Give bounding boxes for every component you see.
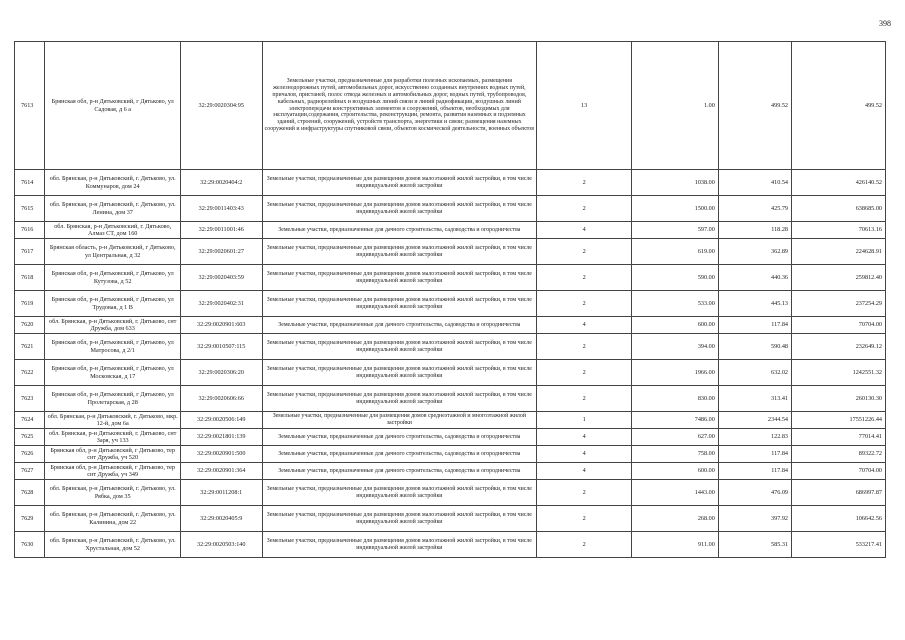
area-value: 7486.00 xyxy=(632,412,719,429)
category-code: 2 xyxy=(537,334,632,360)
cadastral-number: 32:29:0011001:46 xyxy=(180,222,262,239)
rate-value: 397.92 xyxy=(718,506,791,532)
cadastral-number: 32:29:0020404:2 xyxy=(180,170,262,196)
cadastral-value: 106642.56 xyxy=(792,506,886,532)
land-purpose: Земельные участки, предназначенные для размещения домов малоэтажной жилой застройки, в том числе индивидуальной жилой застройки xyxy=(262,386,536,412)
cadastral-value: 237254.29 xyxy=(792,291,886,317)
land-purpose: Земельные участки, предназначенные для размещения домов малоэтажной жилой застройки, в том числе индивидуальной жилой застройки xyxy=(262,360,536,386)
land-purpose: Земельные участки, предназначенные для дачного строительства, садоводства и огородничества xyxy=(262,429,536,446)
area-value: 758.00 xyxy=(632,446,719,463)
rate-value: 585.31 xyxy=(718,532,791,558)
rate-value: 499.52 xyxy=(718,42,791,170)
table-row xyxy=(15,386,886,412)
rate-value: 313.41 xyxy=(718,386,791,412)
area-value: 597.00 xyxy=(632,222,719,239)
cadastral-value: 70704.00 xyxy=(792,317,886,334)
cadastral-number: 32:29:0020601:27 xyxy=(180,239,262,265)
area-value: 394.00 xyxy=(632,334,719,360)
table-row xyxy=(15,334,886,360)
category-code: 2 xyxy=(537,360,632,386)
cadastral-number: 32:29:0020402:31 xyxy=(180,291,262,317)
cadastral-number: 32:29:0020606:66 xyxy=(180,386,262,412)
address-cell: обл. Брянская, р-н Дятьковский, г. Дятьково, снт Дружба, дом 633 xyxy=(45,317,180,334)
cadastral-number: 32:29:0020503:140 xyxy=(180,532,262,558)
address-cell: Брянская обл, р-н Дятьковский, г Дятьково, тер снт Дружба, уч 520 xyxy=(45,446,180,463)
area-value: 830.00 xyxy=(632,386,719,412)
address-cell: Брянская обл, р-н Дятьковский, г Дятьково, ул Трудовая, д 1 В xyxy=(45,291,180,317)
cadastral-value: 638685.00 xyxy=(792,196,886,222)
rate-value: 410.54 xyxy=(718,170,791,196)
row-number: 7615 xyxy=(15,196,45,222)
land-purpose: Земельные участки, предназначенные для дачного строительства, садоводства и огородничества xyxy=(262,446,536,463)
land-purpose: Земельные участки, предназначенные для размещения домов малоэтажной жилой застройки, в том числе индивидуальной жилой застройки xyxy=(262,480,536,506)
land-purpose: Земельные участки, предназначенные для размещения домов малоэтажной жилой застройки, в том числе индивидуальной жилой застройки xyxy=(262,170,536,196)
address-cell: обл. Брянская, р-н Дятьковский, г. Дятьково, ул. Ленина, дом 37 xyxy=(45,196,180,222)
category-code: 4 xyxy=(537,429,632,446)
cadastral-number: 32:29:0020506:149 xyxy=(180,412,262,429)
cadastral-number: 32:29:0020403:59 xyxy=(180,265,262,291)
row-number: 7622 xyxy=(15,360,45,386)
row-number: 7614 xyxy=(15,170,45,196)
land-purpose: Земельные участки, предназначенные для размещения домов малоэтажной жилой застройки, в том числе индивидуальной жилой застройки xyxy=(262,291,536,317)
cadastral-value: 17551226.44 xyxy=(792,412,886,429)
row-number: 7623 xyxy=(15,386,45,412)
address-cell: Брянская обл, р-н Дятьковский, г Дятьково, ул Матросова, д 2/1 xyxy=(45,334,180,360)
category-code: 2 xyxy=(537,386,632,412)
cadastral-number: 32:29:0021801:139 xyxy=(180,429,262,446)
category-code: 2 xyxy=(537,506,632,532)
area-value: 911.00 xyxy=(632,532,719,558)
land-purpose: Земельные участки, предназначенные для размещения домов малоэтажной жилой застройки, в том числе индивидуальной жилой застройки xyxy=(262,265,536,291)
category-code: 4 xyxy=(537,446,632,463)
rate-value: 122.83 xyxy=(718,429,791,446)
rate-value: 2344.54 xyxy=(718,412,791,429)
category-code: 2 xyxy=(537,532,632,558)
cadastral-value: 499.52 xyxy=(792,42,886,170)
table-row xyxy=(15,291,886,317)
table-row xyxy=(15,532,886,558)
land-purpose: Земельные участки, предназначенные для дачного строительства, садоводства и огородничества xyxy=(262,463,536,480)
rate-value: 118.28 xyxy=(718,222,791,239)
table-row xyxy=(15,506,886,532)
land-purpose: Земельные участки, предназначенные для размещения домов малоэтажной жилой застройки, в том числе индивидуальной жилой застройки xyxy=(262,532,536,558)
rate-value: 632.02 xyxy=(718,360,791,386)
category-code: 2 xyxy=(537,480,632,506)
category-code: 2 xyxy=(537,196,632,222)
area-value: 627.00 xyxy=(632,429,719,446)
area-value: 1500.00 xyxy=(632,196,719,222)
land-purpose: Земельные участки, предназначенные для размещения домов среднеэтажной и многоэтажной жилой застройки xyxy=(262,412,536,429)
address-cell: Брянская обл, р-н Дятьковский, г Дятьково, ул Московская, д 17 xyxy=(45,360,180,386)
row-number: 7626 xyxy=(15,446,45,463)
row-number: 7616 xyxy=(15,222,45,239)
category-code: 1 xyxy=(537,412,632,429)
row-number: 7624 xyxy=(15,412,45,429)
row-number: 7617 xyxy=(15,239,45,265)
category-code: 4 xyxy=(537,317,632,334)
rate-value: 445.13 xyxy=(718,291,791,317)
address-cell: Брянская обл, р-н Дятьковский, г Дятьково, ул Пролетарская, д 28 xyxy=(45,386,180,412)
table-row xyxy=(15,480,886,506)
address-cell: обл. Брянская, р-н Дятьковский, г. Дятьково, ул. Рябка, дом 35 xyxy=(45,480,180,506)
cadastral-value: 259812.40 xyxy=(792,265,886,291)
cadastral-value: 232649.12 xyxy=(792,334,886,360)
cadastral-value: 533217.41 xyxy=(792,532,886,558)
table-body xyxy=(15,42,886,558)
category-code: 13 xyxy=(537,42,632,170)
rate-value: 362.89 xyxy=(718,239,791,265)
cadastral-value: 224628.91 xyxy=(792,239,886,265)
cadastral-number: 32:29:0020901:364 xyxy=(180,463,262,480)
table-row xyxy=(15,196,886,222)
table-row xyxy=(15,446,886,463)
rate-value: 117.84 xyxy=(718,317,791,334)
cadastral-value: 686997.87 xyxy=(792,480,886,506)
area-value: 268.00 xyxy=(632,506,719,532)
area-value: 1038.00 xyxy=(632,170,719,196)
row-number: 7629 xyxy=(15,506,45,532)
cadastral-number: 32:29:0011403:43 xyxy=(180,196,262,222)
category-code: 2 xyxy=(537,170,632,196)
category-code: 2 xyxy=(537,265,632,291)
category-code: 2 xyxy=(537,291,632,317)
table-row xyxy=(15,239,886,265)
row-number: 7630 xyxy=(15,532,45,558)
address-cell: обл. Брянская, р-н Дятьковский, г. Дятьково, ул. Калинина, дом 22 xyxy=(45,506,180,532)
address-cell: обл. Брянская, р-н Дятьковский, г. Дятьково, снт Заря, уч 133 xyxy=(45,429,180,446)
page-number: 398 xyxy=(879,19,891,28)
area-value: 1966.00 xyxy=(632,360,719,386)
category-code: 2 xyxy=(537,239,632,265)
cadastral-value: 77014.41 xyxy=(792,429,886,446)
cadastral-number: 32:29:0010507:115 xyxy=(180,334,262,360)
row-number: 7621 xyxy=(15,334,45,360)
land-purpose: Земельные участки, предназначенные для размещения домов малоэтажной жилой застройки, в том числе индивидуальной жилой застройки xyxy=(262,334,536,360)
table-row xyxy=(15,463,886,480)
address-cell: обл. Брянская, р-н Дятьковский, г. Дятьково, мкр. 12-й, дом 6а xyxy=(45,412,180,429)
rate-value: 425.79 xyxy=(718,196,791,222)
category-code: 4 xyxy=(537,222,632,239)
table-row xyxy=(15,317,886,334)
area-value: 619.00 xyxy=(632,239,719,265)
row-number: 7619 xyxy=(15,291,45,317)
address-cell: обл. Брянская, р-н Дятьковский, г. Дятьково, ул. Коммунаров, дом 24 xyxy=(45,170,180,196)
land-purpose: Земельные участки, предназначенные для разработки полезных ископаемых, размещения железнодорожных путей, автомобильных дорог, искусственно созданных внутренних водных путей, причалов, пристаней, полос отвода железных и автомобильных дорог, водных путей, трубопроводов, кабельных, радиорелейных и воздушных линий связи и линий радиофикации, воздушных линий электропередачи конструктивных элементов и сооружений, объектов, необходимых для эксплуатации,содержания, строительства, реконструкции, ремонта, развития наземных и подземных зданий, строений, сооружений, устройств транспорта, энергетики и связи; размещения наземных сооружений и инфраструктуры спутниковой связи, объектов космической деятельности, военных объектов xyxy=(262,42,536,170)
land-registry-table xyxy=(14,41,886,558)
table-row xyxy=(15,170,886,196)
rate-value: 117.84 xyxy=(718,446,791,463)
address-cell: Брянская обл, р-н Дятьковский, г Дятьково, тер снт Дружба, уч 349 xyxy=(45,463,180,480)
row-number: 7627 xyxy=(15,463,45,480)
table-row xyxy=(15,265,886,291)
cadastral-number: 32:29:0011208:1 xyxy=(180,480,262,506)
rate-value: 440.36 xyxy=(718,265,791,291)
cadastral-number: 32:29:0020304:95 xyxy=(180,42,262,170)
row-number: 7618 xyxy=(15,265,45,291)
cadastral-number: 32:29:0020405:9 xyxy=(180,506,262,532)
land-purpose: Земельные участки, предназначенные для дачного строительства, садоводства и огородничества xyxy=(262,222,536,239)
land-purpose: Земельные участки, предназначенные для размещения домов малоэтажной жилой застройки, в том числе индивидуальной жилой застройки xyxy=(262,506,536,532)
table-row xyxy=(15,222,886,239)
row-number: 7625 xyxy=(15,429,45,446)
cadastral-value: 70613.16 xyxy=(792,222,886,239)
table-row xyxy=(15,412,886,429)
rate-value: 590.48 xyxy=(718,334,791,360)
row-number: 7628 xyxy=(15,480,45,506)
land-purpose: Земельные участки, предназначенные для размещения домов малоэтажной жилой застройки, в том числе индивидуальной жилой застройки xyxy=(262,239,536,265)
cadastral-number: 32:29:0020901:500 xyxy=(180,446,262,463)
area-value: 1443.00 xyxy=(632,480,719,506)
cadastral-value: 70704.00 xyxy=(792,463,886,480)
address-cell: Брянская обл, р-н Дятьковский, г Дятьково, ул Кутузова, д 52 xyxy=(45,265,180,291)
address-cell: Брянская обл, р-н Дятьковский, г Дятьково, ул Садовая, д 6 а xyxy=(45,42,180,170)
land-purpose: Земельные участки, предназначенные для дачного строительства, садоводства и огородничества xyxy=(262,317,536,334)
row-number: 7613 xyxy=(15,42,45,170)
table-row xyxy=(15,360,886,386)
cadastral-number: 32:29:0020901:603 xyxy=(180,317,262,334)
area-value: 590.00 xyxy=(632,265,719,291)
table-row xyxy=(15,42,886,170)
address-cell: обл. Брянская, р-н Дятьковский, г. Дятьково, ул. Хрустальная, дом 52 xyxy=(45,532,180,558)
row-number: 7620 xyxy=(15,317,45,334)
area-value: 600.00 xyxy=(632,317,719,334)
address-cell: Брянская область, р-н Дятьковский, г Дятьково, ул Центральная, д 32 xyxy=(45,239,180,265)
area-value: 600.00 xyxy=(632,463,719,480)
category-code: 4 xyxy=(537,463,632,480)
cadastral-number: 32:29:0020306:20 xyxy=(180,360,262,386)
cadastral-value: 89322.72 xyxy=(792,446,886,463)
cadastral-value: 1242551.32 xyxy=(792,360,886,386)
table-row xyxy=(15,429,886,446)
area-value: 1.00 xyxy=(632,42,719,170)
address-cell: обл. Брянская, р-н Дятьковский, г. Дятьково, Алмаз СТ, дом 160 xyxy=(45,222,180,239)
rate-value: 476.09 xyxy=(718,480,791,506)
rate-value: 117.84 xyxy=(718,463,791,480)
cadastral-value: 260130.30 xyxy=(792,386,886,412)
area-value: 533.00 xyxy=(632,291,719,317)
land-purpose: Земельные участки, предназначенные для размещения домов малоэтажной жилой застройки, в том числе индивидуальной жилой застройки xyxy=(262,196,536,222)
cadastral-value: 426140.52 xyxy=(792,170,886,196)
